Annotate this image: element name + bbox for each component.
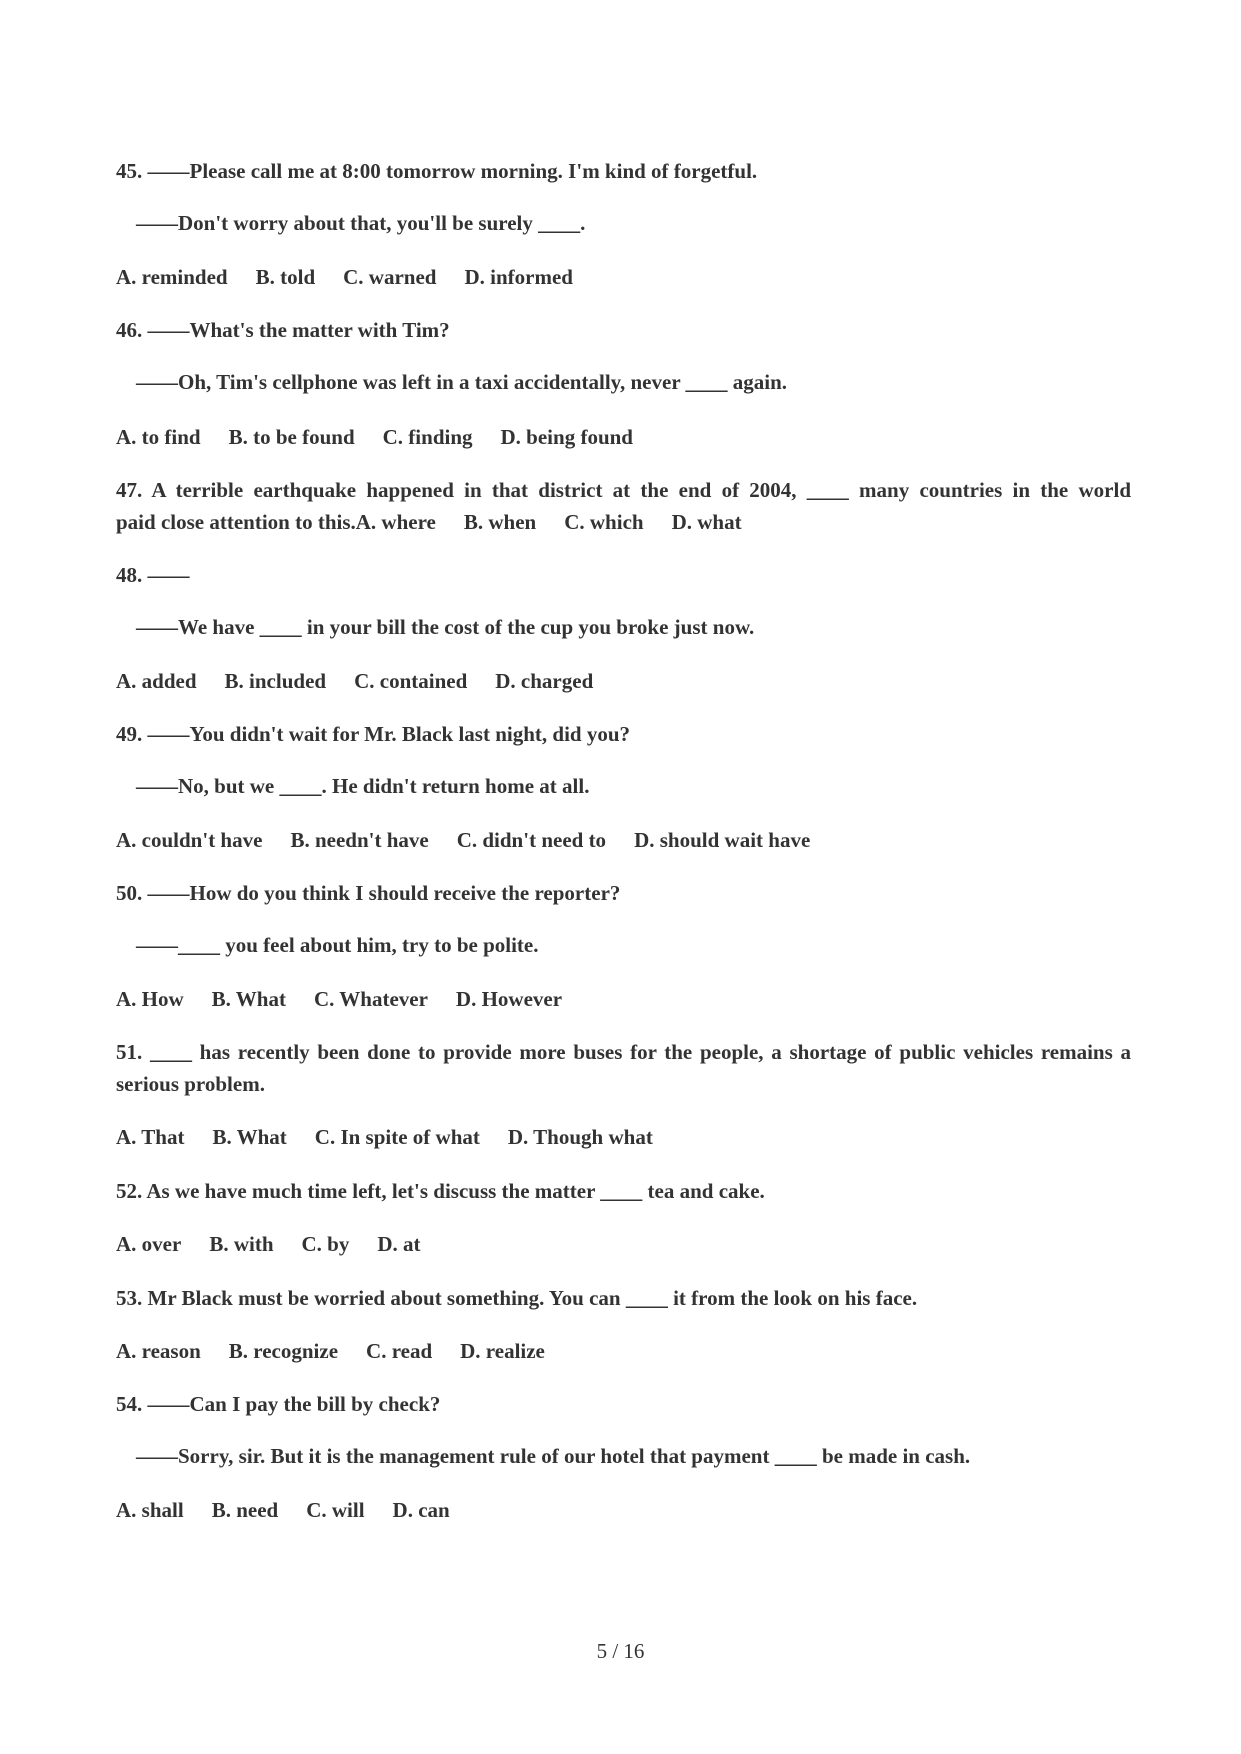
option-d: D. at (377, 1232, 421, 1256)
question-45-options (116, 261, 573, 293)
option-a: A. reason (116, 1339, 201, 1363)
question-53-options (116, 1335, 545, 1367)
option-d: D. what (671, 510, 742, 534)
option-a: A. over (116, 1232, 182, 1256)
question-50-reply: ——____ you feel about him, try to be polite. (136, 933, 539, 957)
option-c: C. by (301, 1232, 350, 1256)
question-49-stem: 49. ——You didn't wait for Mr. Black last night, did you? (116, 722, 631, 746)
question-53-stem: 53. Mr Black must be worried about something. You can ____ it from the look on his face. (116, 1286, 918, 1310)
option-d: D. can (392, 1498, 450, 1522)
question-51-options (116, 1121, 653, 1153)
question-54-stem: 54. ——Can I pay the bill by check? (116, 1392, 441, 1416)
option-b: B. What (211, 987, 286, 1011)
question-50-stem: 50. ——How do you think I should receive the reporter? (116, 881, 621, 905)
question-48-reply: ——We have ____ in your bill the cost of the cup you broke just now. (136, 615, 755, 639)
option-b: B. included (224, 669, 327, 693)
option-c: C. finding (382, 425, 473, 449)
question-47-stem-line2 (116, 506, 742, 538)
option-b: B. recognize (228, 1339, 339, 1363)
question-47-stem-end-option-a: paid close attention to this.A. where (116, 510, 436, 534)
question-52-stem: 52. As we have much time left, let's discuss the matter ____ tea and cake. (116, 1179, 765, 1203)
option-b: B. told (255, 265, 316, 289)
option-d: D. informed (464, 265, 573, 289)
option-d: D. realize (460, 1339, 545, 1363)
question-50-options (116, 983, 562, 1015)
question-52-options (116, 1228, 421, 1260)
option-d: D. being found (500, 425, 633, 449)
option-b: B. needn't have (290, 828, 429, 852)
question-46-options (116, 421, 633, 453)
option-d: D. However (455, 987, 563, 1011)
question-54-options (116, 1494, 450, 1526)
option-c: C. didn't need to (456, 828, 607, 852)
question-51-stem-line2: serious problem. (116, 1072, 265, 1096)
option-a: A. shall (116, 1498, 184, 1522)
option-c: C. which (564, 510, 644, 534)
page-number: 5 / 16 (596, 1639, 645, 1663)
question-46-reply: ——Oh, Tim's cellphone was left in a taxi accidentally, never ____ again. (136, 370, 788, 394)
option-a: A. That (116, 1125, 185, 1149)
question-45-reply: ——Don't worry about that, you'll be surely ____. (136, 211, 586, 235)
question-47-stem-line1: 47. A terrible earthquake happened in that district at the end of 2004, ____ many countries in the world (116, 478, 1131, 502)
option-b: B. to be found (228, 425, 355, 449)
question-45-stem: 45. ——Please call me at 8:00 tomorrow morning. I'm kind of forgetful. (116, 159, 758, 183)
question-48-stem: 48. —— (116, 563, 190, 587)
option-c: C. will (306, 1498, 365, 1522)
option-c: C. Whatever (313, 987, 428, 1011)
option-d: D. should wait have (634, 828, 811, 852)
question-49-reply: ——No, but we ____. He didn't return home at all. (136, 774, 590, 798)
option-c: C. warned (343, 265, 437, 289)
question-54-reply: ——Sorry, sir. But it is the management rule of our hotel that payment ____ be made in cash. (136, 1444, 971, 1468)
option-b: B. with (209, 1232, 274, 1256)
question-49-options (116, 824, 810, 856)
question-48-options (116, 665, 593, 697)
option-b: B. need (211, 1498, 279, 1522)
option-a: A. to find (116, 425, 201, 449)
option-c: C. In spite of what (314, 1125, 480, 1149)
option-a: A. reminded (116, 265, 228, 289)
question-46-stem: 46. ——What's the matter with Tim? (116, 318, 450, 342)
option-d: D. charged (495, 669, 594, 693)
option-b: B. What (212, 1125, 287, 1149)
option-c: C. contained (354, 669, 468, 693)
option-b: B. when (463, 510, 537, 534)
question-51-stem-line1: 51. ____ has recently been done to provide more buses for the people, a shortage of public vehicles remains a (116, 1040, 1131, 1064)
option-d: D. Though what (507, 1125, 653, 1149)
option-a: A. How (116, 987, 184, 1011)
option-a: A. added (116, 669, 197, 693)
option-c: C. read (366, 1339, 433, 1363)
option-a: A. couldn't have (116, 828, 263, 852)
